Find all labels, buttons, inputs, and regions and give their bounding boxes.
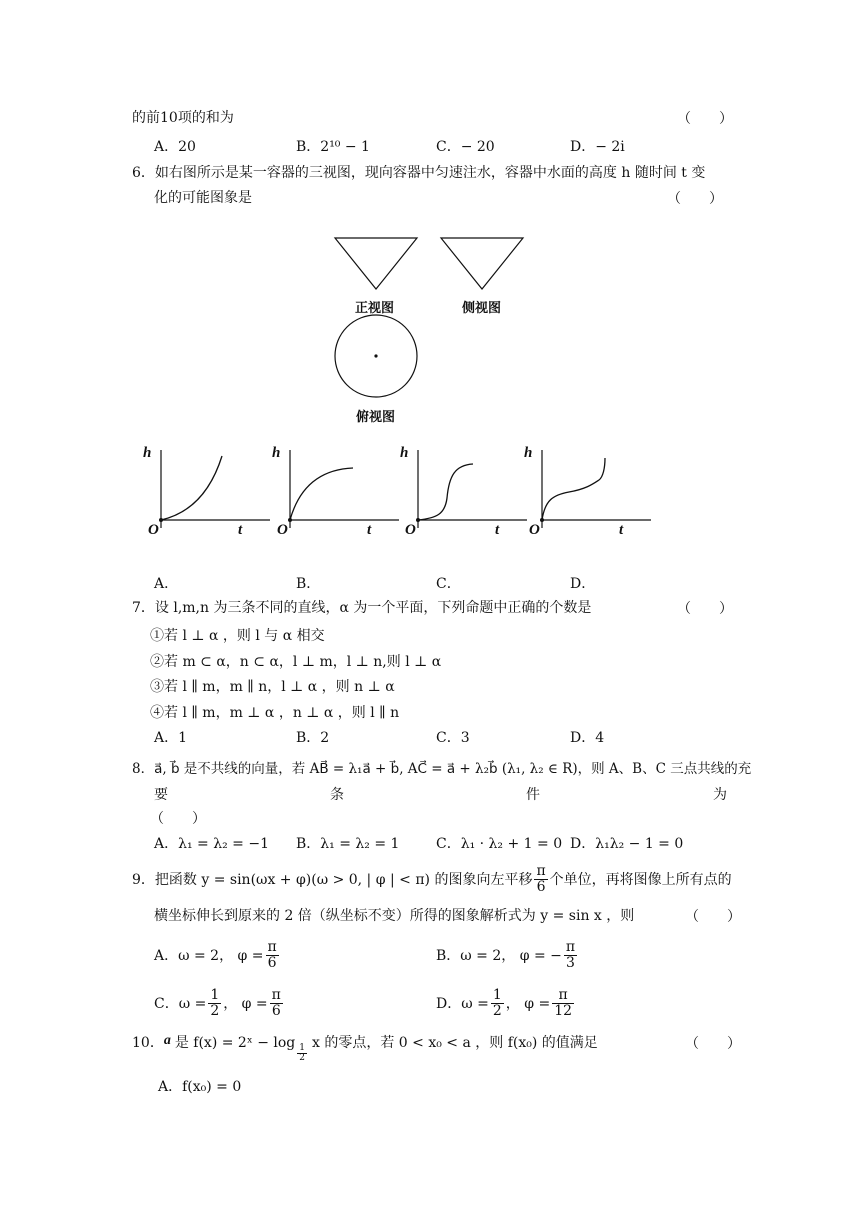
q9-stem-line2: 横坐标伸长到原来的 2 倍（纵坐标不变）所得的图象解析式为 y = sin x ，则 [154, 908, 635, 924]
q9-shift-fraction: $\frac{\pi}{6}$ [536, 863, 546, 895]
graph-d-h-label: h [524, 445, 533, 461]
q7-option-d: D．4 [570, 730, 605, 746]
q7-option-a: A．1 [154, 730, 188, 746]
q6-option-b: B． [296, 576, 321, 592]
side-view-label: 侧视图 [462, 301, 502, 316]
q9-option-d: D．ω = $\frac{1}{2}$ ， φ = $\frac{\pi}{12}$ [436, 987, 573, 1019]
front-view-label: 正视图 [355, 301, 395, 316]
graph-a-curve [161, 456, 222, 520]
q8-word-1: 要 [154, 787, 168, 803]
q8-stem-line1: 8．a⃗, b⃗ 是不共线的向量，若 AB⃗ = λ₁a⃗ + b⃗, AC⃗ = a⃗ + λ₂b⃗ (λ₁, λ₂ ∈ R)，则 A、B、C 三点共线的充 [132, 761, 752, 777]
graph-b-curve [290, 468, 353, 520]
q7-option-b: B．2 [296, 730, 330, 746]
q5-paren: （ ） [677, 111, 733, 127]
q5-option-c: C．− 20 [436, 139, 495, 155]
q6-stem-line2: 化的可能图象是 [154, 190, 252, 206]
q10-paren: （ ） [685, 1036, 741, 1052]
q9-paren: （ ） [685, 909, 741, 925]
q8-word-4: 为 [713, 787, 727, 803]
q7-item-2: ②若 m ⊂ α，n ⊂ α，l ⊥ m，l ⊥ n,则 l ⊥ α [150, 654, 442, 670]
q9-stem-line1: 9．把函数 y = sin(ωx + φ)(ω > 0, | φ | < π) 的图象向左平移 $\frac{\pi}{6}$ 个单位，再将图像上所有点的 [132, 863, 732, 895]
graph-c-o-label: O [405, 522, 416, 538]
q9-option-c: C．ω = $\frac{1}{2}$ ， φ = $\frac{\pi}{6}$ [154, 987, 281, 1019]
q7-stem: 7．设 l,m,n 为三条不同的直线，α 为一个平面，下列命题中正确的个数是 [132, 600, 592, 616]
q8-option-a: A．λ₁ = λ₂ = −1 [154, 836, 269, 852]
q6-option-d: D． [570, 576, 596, 592]
three-view-figure [330, 234, 530, 404]
q7-option-c: C．3 [436, 730, 470, 746]
graph-c-plot [407, 440, 532, 540]
graph-d-o-label: O [529, 522, 540, 538]
q5-tail: 的前10项的和为 [132, 110, 234, 126]
top-view-center-dot [374, 354, 377, 357]
q8-option-d: D．λ₁λ₂ − 1 = 0 [570, 836, 684, 852]
q10-stem: 10． a 是 f(x) = 2ˣ − log $\frac{1}{2}$ x 的零点，若 0 < x₀ < a ，则 f(x₀) 的值满足 [132, 1033, 598, 1064]
q8-paren: （ ） [150, 811, 206, 827]
graph-a-h-label: h [143, 445, 152, 461]
graph-b-o-label: O [277, 522, 288, 538]
q8-word-3: 件 [526, 787, 540, 803]
front-view-triangle [335, 238, 417, 289]
q5-option-a: A．20 [154, 139, 196, 155]
graph-c-t-label: t [495, 522, 500, 538]
q9-option-b: B．ω = 2， φ = − $\frac{\pi}{3}$ [436, 939, 576, 971]
q8-option-b: B．λ₁ = λ₂ = 1 [296, 836, 400, 852]
q9-option-a: A．ω = 2， φ = $\frac{\pi}{6}$ [154, 939, 277, 971]
graph-b-plot [279, 440, 404, 540]
q7-item-4: ④若 l ∥ m，m ⊥ α ，n ⊥ α ，则 l ∥ n [150, 705, 400, 721]
q10-option-a: A．f(x₀) = 0 [158, 1079, 242, 1095]
q8-option-c: C．λ₁ · λ₂ + 1 = 0 [436, 836, 563, 852]
graph-d-t-label: t [619, 522, 624, 538]
q5-option-d: D．− 2i [570, 139, 625, 155]
side-view-triangle [441, 238, 523, 289]
q6-option-c: C． [436, 576, 461, 592]
graph-a-t-label: t [238, 522, 243, 538]
q6-option-a: A． [154, 576, 179, 592]
graph-a-o-label: O [148, 522, 159, 538]
q6-stem-line1: 6．如右图所示是某一容器的三视图，现向容器中匀速注水，容器中水面的高度 h 随时间 t 变 [132, 165, 706, 181]
q6-paren: （ ） [667, 191, 723, 207]
q8-word-2: 条 [330, 787, 344, 803]
q10-log-base: $\frac{1}{2}$ [299, 1043, 305, 1064]
graph-d-curve [542, 458, 605, 520]
graph-b-t-label: t [367, 522, 372, 538]
q7-paren: （ ） [677, 601, 733, 617]
graph-b-h-label: h [272, 445, 281, 461]
q5-option-b: B．2¹⁰ − 1 [296, 139, 370, 155]
graph-c-h-label: h [400, 445, 409, 461]
q7-item-1: ①若 l ⊥ α ，则 l 与 α 相交 [150, 628, 325, 644]
graph-a-plot [150, 440, 275, 540]
q7-item-3: ③若 l ∥ m，m ∥ n，l ⊥ α ，则 n ⊥ α [150, 679, 395, 695]
top-view-label: 俯视图 [356, 410, 396, 425]
graph-c-curve [418, 464, 473, 520]
graph-d-plot [531, 440, 656, 540]
